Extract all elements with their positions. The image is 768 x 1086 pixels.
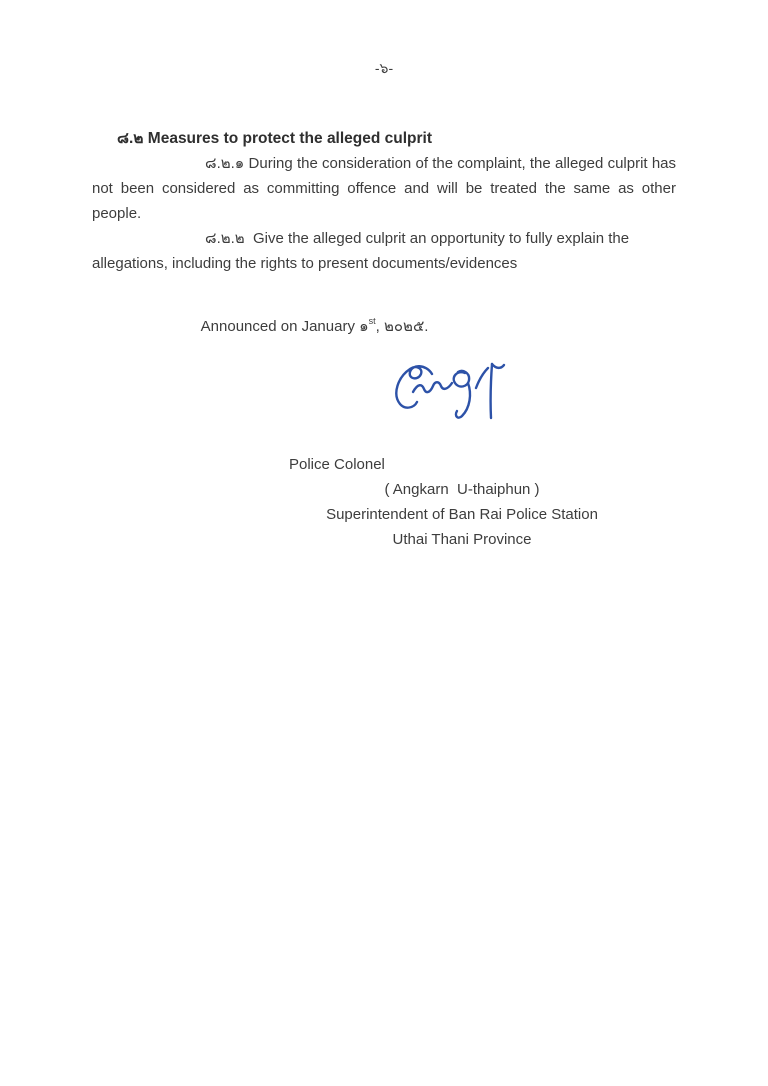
paragraph-line: allegations, including the rights to present documents/evidences [92,255,518,272]
paragraph-line: not been considered as committing offence and will be treated the same as other [92,180,676,197]
announcement-prefix: Announced on January ๑ [200,318,369,335]
ordinal-superscript: st [368,316,376,326]
signatory-block [322,477,602,552]
announcement-suffix: , ๒๐๒๕. [375,318,429,335]
paragraph-8-2-2 [92,226,676,276]
paragraph-line: ๘.๒.๑ During the consideration of the complaint, the alleged culprit has [205,155,676,172]
section-heading: ๘.๒ Measures to protect the alleged culprit [117,130,433,147]
announcement-line [92,289,676,364]
signatory-province: Uthai Thani Province [392,531,532,548]
signatory-title: Superintendent of Ban Rai Police Station [326,506,598,523]
signature-ink [396,364,504,418]
paragraph-8-2-1 [92,151,676,226]
page-number: -๖- [374,60,394,76]
signatory-name: ( Angkarn U-thaiphun ) [384,481,540,498]
signature-image [388,356,506,428]
signer-rank-label: Police Colonel [289,456,385,473]
paragraph-line: people. [92,205,142,222]
paragraph-line: ๘.๒.๒ Give the alleged culprit an opportunity to fully explain the [205,230,630,247]
